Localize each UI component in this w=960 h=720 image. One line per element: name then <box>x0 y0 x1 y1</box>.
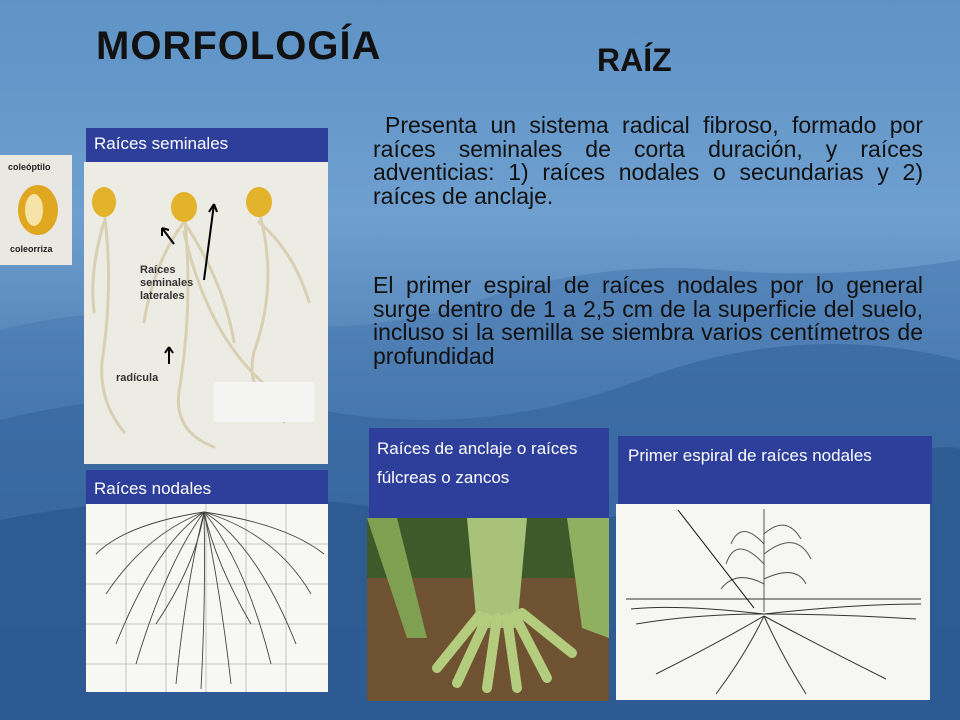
nodal-roots-drawing <box>86 504 328 692</box>
seminal-roots-drawing <box>84 162 328 464</box>
anchor-panel-label: Raíces de anclaje o raíces fúlcreas o zancos <box>369 428 609 518</box>
slide-subtitle: RAÍZ <box>597 42 672 78</box>
anchor-roots-drawing <box>367 518 609 701</box>
nodal-panel-label: Raíces nodales <box>86 470 328 504</box>
slide-title: MORFOLOGÍA <box>96 24 382 68</box>
spiral-panel-label: Primer espiral de raíces nodales <box>618 436 932 504</box>
spiral-roots-image <box>616 504 930 700</box>
spiral-roots-drawing <box>616 504 930 700</box>
nodal-roots-image <box>86 504 328 692</box>
seed-label-bottom: coleorriza <box>10 244 53 254</box>
lateral-roots-annotation: Raíces seminales laterales <box>140 264 194 302</box>
paragraph-2: El primer espiral de raíces nodales por lo general surge dentro de 1 a 2,5 cm de la superficie del suelo, incluso si la semilla se siembra varios centímetros de profundidad <box>373 272 923 369</box>
seminal-panel-label: Raíces seminales <box>86 128 328 162</box>
seed-label-top: coleóptilo <box>8 162 51 172</box>
seed-image <box>0 155 72 265</box>
seminal-roots-image <box>84 162 328 464</box>
radicle-annotation: radícula <box>116 372 159 384</box>
paragraph-1: Presenta un sistema radical fibroso, formado por raíces seminales de corta duración, y raíces adventicias: 1) raíces nodales o secundarias y 2) raíces de anclaje. <box>373 112 923 209</box>
anchor-roots-image <box>367 518 609 701</box>
